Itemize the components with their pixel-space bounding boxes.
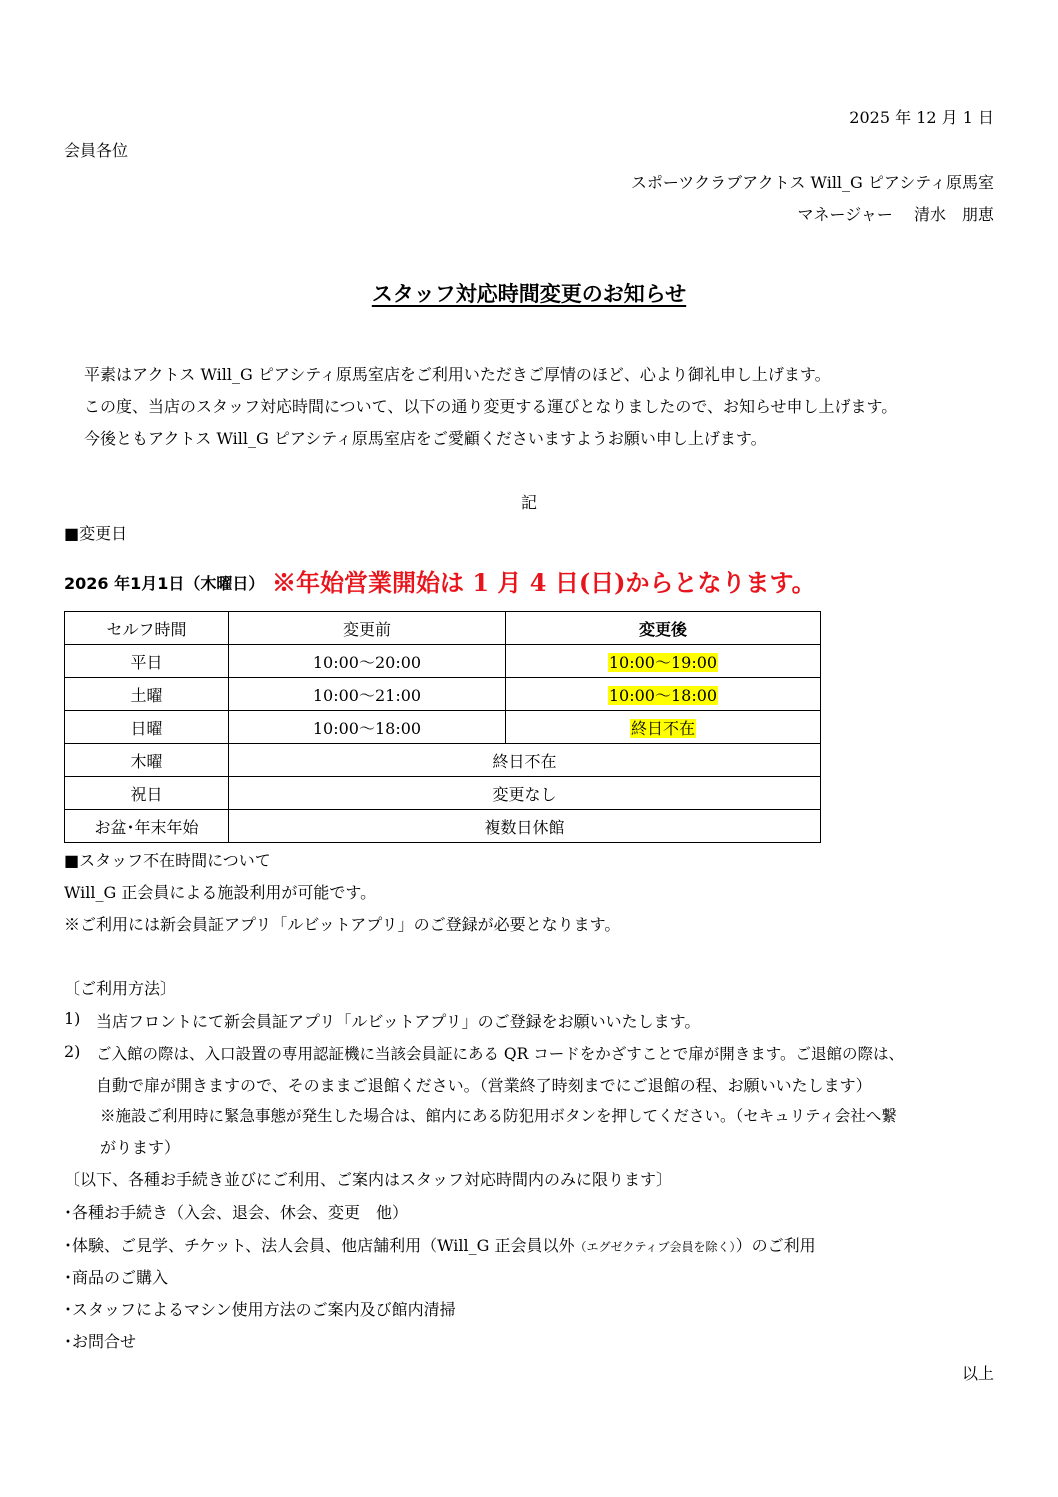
row-after [506, 645, 821, 678]
row-label: 木曜 [65, 744, 229, 777]
usage-item-2-note-1: ※施設ご利用時に緊急事態が発生した場合は、館内にある防犯用ボタンを押してください。（セキュリティ会社へ繋 [100, 1107, 897, 1125]
recipient: 会員各位 [64, 141, 129, 160]
usage-item-2-note-2: がります） [100, 1138, 181, 1157]
ki-heading: 記 [520, 493, 537, 512]
staff-only-item: ･各種お手続き（入会、退会、休会、変更 他） [64, 1203, 409, 1222]
table-row [65, 678, 821, 711]
usage-item-2-number: 2) [64, 1042, 81, 1061]
change-date-heading: ■変更日 [64, 524, 128, 543]
usage-item-1-number: 1) [64, 1009, 81, 1028]
closing: 以上 [961, 1364, 994, 1383]
row-merged: 終日不在 [229, 744, 821, 777]
highlighted-after: 10:00～18:00 [608, 685, 718, 705]
staff-only-item: ･お問合せ [64, 1332, 137, 1351]
header-after: 変更後 [506, 612, 821, 645]
opening-notice: ※年始営業開始は 1 月 4 日(日)からとなります。 [272, 568, 816, 597]
usage-heading: 〔ご利用方法〕 [64, 979, 177, 998]
staff-only-item-tail: ）のご利用 [735, 1236, 816, 1255]
row-label: 平日 [65, 645, 229, 678]
table-row [65, 810, 821, 843]
row-label: 日曜 [65, 711, 229, 744]
staff-only-item [64, 1233, 816, 1256]
table-row [65, 645, 821, 678]
row-before: 10:00～21:00 [229, 678, 506, 711]
row-before: 10:00～18:00 [229, 711, 506, 744]
row-after [506, 678, 821, 711]
table-header-row [65, 612, 821, 645]
change-date: 2026 年1月1日（木曜日） [64, 574, 265, 593]
intro-line-2: この度、当店のスタッフ対応時間について、以下の通り変更する運びとなりましたので、お知らせ申し上げます。 [84, 397, 898, 416]
table-row [65, 777, 821, 810]
header-self-time: セルフ時間 [65, 612, 229, 645]
sender-name: マネージャー 清水 朋恵 [797, 205, 994, 224]
highlighted-after: 終日不在 [630, 718, 695, 738]
row-before: 10:00～20:00 [229, 645, 506, 678]
sender-org: スポーツクラブアクトス Will_G ピアシティ原馬室 [630, 173, 994, 192]
staff-only-item-text: ･体験、ご見学、チケット、法人会員、他店舗利用（Will_G 正会員以外 [64, 1236, 575, 1255]
absence-heading: ■スタッフ不在時間について [64, 851, 271, 870]
intro-line-3: 今後ともアクトス Will_G ピアシティ原馬室店をご愛顧くださいますようお願い申し上げます。 [84, 429, 767, 448]
highlighted-after: 10:00～19:00 [608, 652, 718, 672]
staff-only-item: ･商品のご購入 [64, 1268, 169, 1287]
row-label: 祝日 [65, 777, 229, 810]
schedule-table [64, 611, 821, 843]
page-title: スタッフ対応時間変更のお知らせ [371, 282, 687, 306]
row-after [506, 711, 821, 744]
row-label: お盆･年末年始 [65, 810, 229, 843]
date: 2025 年 12 月 1 日 [849, 108, 994, 127]
staff-only-item-small: （エグゼクティブ会員を除く） [574, 1240, 736, 1254]
row-merged: 複数日休館 [229, 810, 821, 843]
absence-line-2: ※ご利用には新会員証アプリ「ルビットアプリ」のご登録が必要となります。 [64, 915, 621, 934]
intro-line-1: 平素はアクトス Will_G ピアシティ原馬室店をご利用いただきご厚情のほど、心より御礼申し上げます。 [84, 365, 831, 384]
staff-only-heading: 〔以下、各種お手続き並びにご利用、ご案内はスタッフ対応時間内のみに限ります〕 [64, 1170, 673, 1189]
usage-item-2-line-2: 自動で扉が開きますので、そのままご退館ください。（営業終了時刻までにご退館の程、お願いいたします） [96, 1076, 872, 1095]
usage-item-1: 当店フロントにて新会員証アプリ「ルビットアプリ」のご登録をお願いいたします。 [96, 1012, 701, 1031]
table-row [65, 711, 821, 744]
row-merged: 変更なし [229, 777, 821, 810]
usage-item-2-line-1: ご入館の際は、入口設置の専用認証機に当該会員証にある QR コードをかざすことで扉が開きます。ご退館の際は、 [96, 1045, 904, 1063]
row-label: 土曜 [65, 678, 229, 711]
staff-only-item: ･スタッフによるマシン使用方法のご案内及び館内清掃 [64, 1300, 456, 1319]
header-before: 変更前 [229, 612, 506, 645]
table-row [65, 744, 821, 777]
absence-line-1: Will_G 正会員による施設利用が可能です。 [64, 883, 377, 902]
